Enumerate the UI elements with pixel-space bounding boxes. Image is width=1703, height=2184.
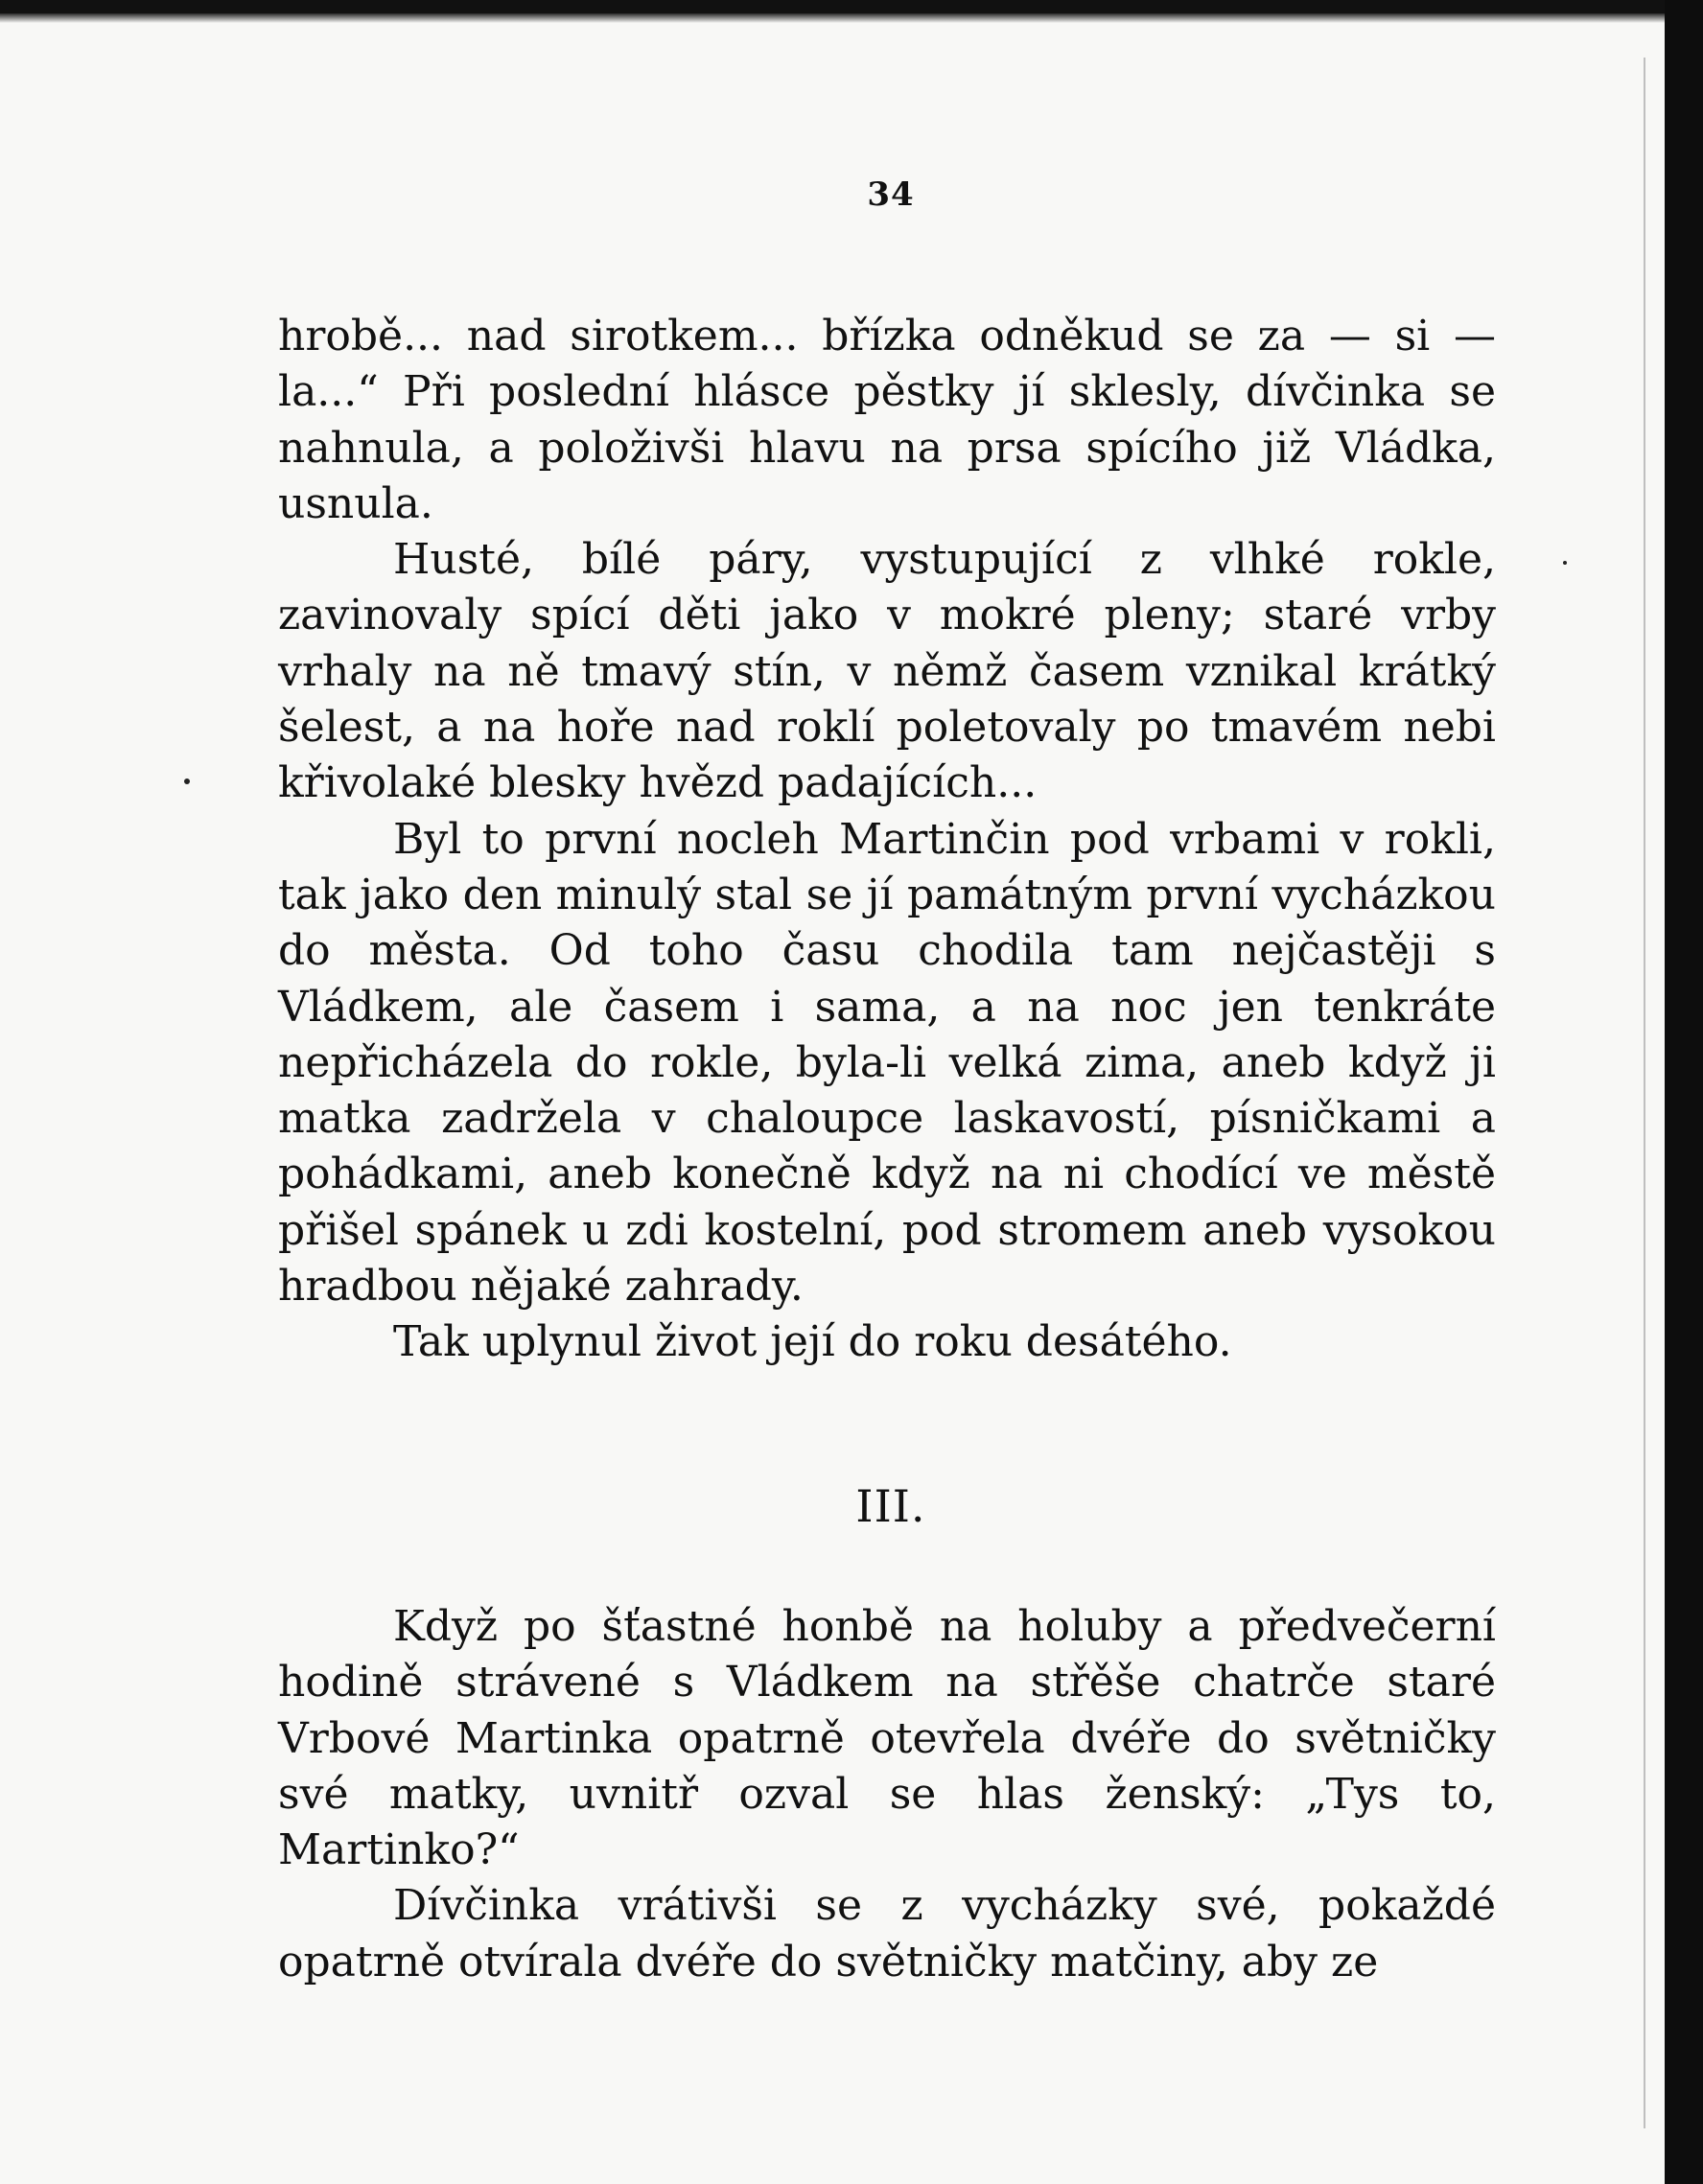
- page-fold-line: [1644, 58, 1645, 2128]
- paragraph: Když po šťastné honbě na holuby a předvečerní hodině strávené s Vládkem na střěše chatrče staré Vrbové Martinka opatrně otevřela dvéře do světničky své matky, uvnitř ozval se hlas ženský: „Tys to, Martinko?“: [278, 1602, 1496, 1875]
- ink-speck: [1563, 561, 1567, 565]
- page-number: 34: [867, 175, 915, 214]
- paragraph: Byl to první nocleh Martinčin pod vrbami v rokli, tak jako den minulý stal se jí památným první vycházkou do města. Od toho času chodila tam nejčastěji s Vládkem, ale časem i sama, a na noc jen tenkráte nepřicházela do rokle, byla-li velká zima, aneb když ji matka zadržela v chaloupce laskavostí, písničkami a pohádkami, aneb konečně když na ni chodící ve městě přišel spánek u zdi kostelní, pod stromem aneb vysokou hradbou nějaké zahrady.: [278, 814, 1496, 1312]
- body-text-after-chapter: [278, 1599, 1496, 1990]
- scan-right-edge: [1665, 0, 1703, 2184]
- paragraph: Tak uplynul život její do roku desátého.: [393, 1317, 1232, 1367]
- chapter-heading: III.: [855, 1480, 926, 1532]
- paragraph: Husté, bílé páry, vystupující z vlhké rokle, zavinovaly spící děti jako v mokré pleny; staré vrby vrhaly na ně tmavý stín, v němž časem vznikal krátký šelest, a na hoře nad roklí poletovaly po tmavém nebi křivolaké blesky hvězd padajících...: [278, 535, 1496, 808]
- paragraph: Dívčinka vrátivši se z vycházky své, pokaždé opatrně otvírala dvéře do světničky matčiny, aby ze: [278, 1881, 1496, 1987]
- body-text-before-chapter: [278, 309, 1496, 1371]
- paragraph-continuation: hrobě... nad sirotkem... břízka odněkud se za — si — la...“ Při poslední hlásce pěstky jí sklesly, dívčinka se nahnula, a položivši hlavu na prsa spícího již Vládka, usnula.: [278, 312, 1496, 528]
- scan-top-shadow: [0, 13, 1703, 23]
- ink-speck: [184, 778, 190, 784]
